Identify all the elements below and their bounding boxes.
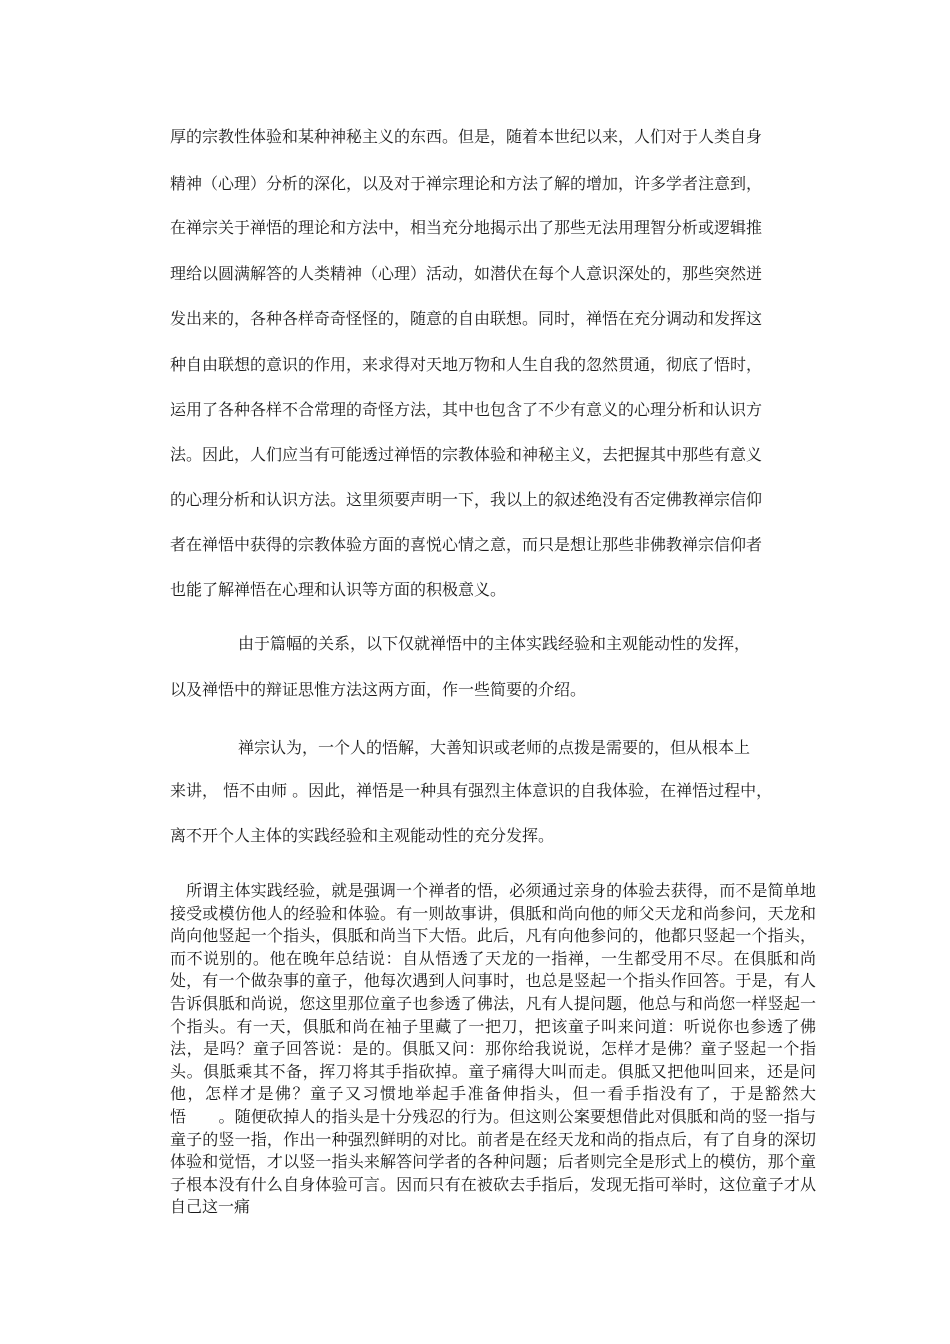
paragraph-4: 所谓主体实践经验，就是强调一个禅者的悟，必须通过亲身的体验去获得，而不是简单地接受或模仿他人的经验和体验。有一则故事讲，俱胝和尚向他的师父天龙和尚参问，天龙和尚向他竖起一个指头，俱胝和尚当下大悟。此后，凡有向他参问的，他都只竖起一个指头，而不说别的。他在晚年总结说：自从悟透了天龙的一指禅，一生都受用不尽。在俱胝和尚处，有一个做杂事的童子，他每次遇到人问事时，也总是竖起一个指头作回答。于是，有人告诉俱胝和尚说，您这里那位童子也参透了佛法，凡有人提问题，他总与和尚您一样竖起一个指头。有一天，俱胝和尚在袖子里藏了一把刀，把该童子叫来问道：听说你也参透了佛法，是吗？童子回答说：是的。俱胝又问：那你给我说说，怎样才是佛？童子竖起一个指头。俱胝乘其不备，挥刀将其手指砍掉。童子痛得大叫而走。俱胝又把他叫回来，还是问他，怎样才是佛？童子又习惯地举起手准备伸指头，但一看手指没有了，于是豁然大悟 。随便砍掉人的指头是十分残忍的行为。但这则公案要想借此对俱胝和尚的竖一指与童子的竖一指，作出一种强烈鲜明的对比。前者是在经天龙和尚的指点后，有了自身的深切体验和觉悟，才以竖一指头来解答问学者的各种问题；后者则完全是形式上的模仿，那个童子根本没有什么自身体验可言。因而只有在被砍去手指后，发现无指可举时，这位童子才从自己这一痛 <box>170 881 816 1217</box>
text-line: 运用了各种各样不合常理的奇怪方法，其中也包含了不少有意义的心理分析和认识方 <box>170 400 763 419</box>
text-line: 也能了解禅悟在心理和认识等方面的积极意义。 <box>170 580 507 599</box>
text-line: 由于篇幅的关系，以下仅就禅悟中的主体实践经验和主观能动性的发挥， <box>238 634 751 653</box>
text-line: 发出来的，各种各样奇奇怪怪的，随意的自由联想。同时，禅悟在充分调动和发挥这 <box>170 309 763 328</box>
text-line: 精神（心理）分析的深化，以及对于禅宗理论和方法了解的增加，许多学者注意到， <box>170 174 763 193</box>
text-line: 理给以圆满解答的人类精神（心理）活动，如潜伏在每个人意识深处的，那些突然迸 <box>170 264 763 283</box>
text-line: 在禅宗关于禅悟的理论和方法中，相当充分地揭示出了那些无法用理智分析或逻辑推 <box>170 218 763 237</box>
text-line: 禅宗认为，一个人的悟解，大善知识或老师的点拨是需要的，但从根本上 <box>238 738 751 757</box>
text-line: 种自由联想的意识的作用，来求得对天地万物和人生自我的忽然贯通，彻底了悟时， <box>170 355 763 374</box>
text-line: 法。因此，人们应当有可能透过禅悟的宗教体验和神秘主义，去把握其中那些有意义 <box>170 445 763 464</box>
text-line: 离不开个人主体的实践经验和主观能动性的充分发挥。 <box>170 826 555 845</box>
text-line: 来讲， 悟不由师 。因此，禅悟是一种具有强烈主体意识的自我体验，在禅悟过程中， <box>170 781 773 800</box>
text-line: 的心理分析和认识方法。这里须要声明一下，我以上的叙述绝没有否定佛教禅宗信仰 <box>170 490 763 509</box>
text-line: 以及禅悟中的辩证思惟方法这两方面，作一些简要的介绍。 <box>170 680 587 699</box>
text-line: 者在禅悟中获得的宗教体验方面的喜悦心情之意，而只是想让那些非佛教禅宗信仰者 <box>170 535 763 554</box>
text-line: 厚的宗教性体验和某种神秘主义的东西。但是，随着本世纪以来，人们对于人类自身 <box>170 127 763 146</box>
